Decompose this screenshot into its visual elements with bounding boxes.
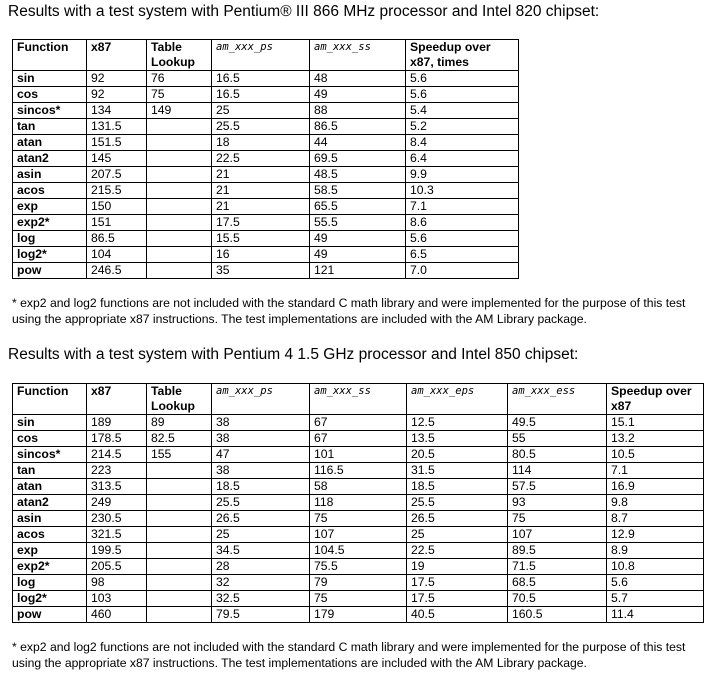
table-cell — [147, 559, 212, 575]
table-cell: 98 — [87, 575, 147, 591]
table-cell: 5.6 — [406, 231, 519, 247]
column-header: Table Lookup — [147, 40, 212, 71]
section2-heading: Results with a test system with Pentium 4 1.5 GHz processor and Intel 850 chipset: — [8, 346, 579, 363]
table-cell: 9.8 — [607, 495, 704, 511]
function-name-cell: asin — [13, 167, 87, 183]
table-row — [13, 119, 519, 135]
table-cell: 13.2 — [607, 431, 704, 447]
table-cell: 76 — [147, 71, 212, 87]
header-row — [13, 40, 519, 71]
function-name-cell: atan2 — [13, 151, 87, 167]
table-cell: 58 — [310, 479, 407, 495]
table-cell: 160.5 — [508, 607, 607, 623]
table-cell: 16.9 — [607, 479, 704, 495]
table-cell: 118 — [310, 495, 407, 511]
table-cell: 101 — [310, 447, 407, 463]
table-cell: 10.3 — [406, 183, 519, 199]
table-cell — [147, 263, 212, 279]
table-row — [13, 135, 519, 151]
table-cell: 5.7 — [607, 591, 704, 607]
table-cell: 35 — [212, 263, 310, 279]
table-row — [13, 447, 704, 463]
table-cell — [147, 495, 212, 511]
table-cell: 44 — [310, 135, 406, 151]
table-cell: 107 — [310, 527, 407, 543]
table-cell: 151.5 — [87, 135, 147, 151]
function-name-cell: log — [13, 575, 87, 591]
table-cell: 82.5 — [147, 431, 212, 447]
table-cell: 121 — [310, 263, 406, 279]
table-cell: 92 — [87, 87, 147, 103]
table-cell: 134 — [87, 103, 147, 119]
column-header: am_xxx_ps — [212, 40, 310, 71]
section2-footnote: * exp2 and log2 functions are not included with the standard C math library and were implemented for the purpose of this test using the appropriate x87 instructions. The test implementations are included with the AM Library package. — [12, 640, 686, 670]
table-cell: 215.5 — [87, 183, 147, 199]
function-name-cell: atan — [13, 135, 87, 151]
column-header: Table Lookup — [147, 384, 212, 415]
table-cell — [147, 119, 212, 135]
table-row — [13, 591, 704, 607]
table-cell: 86.5 — [310, 119, 406, 135]
table-cell: 6.5 — [406, 247, 519, 263]
table-cell: 49 — [310, 231, 406, 247]
function-name-cell: log — [13, 231, 87, 247]
function-name-cell: exp — [13, 543, 87, 559]
table-cell: 18.5 — [212, 479, 310, 495]
table-cell: 7.1 — [607, 463, 704, 479]
table-cell: 155 — [147, 447, 212, 463]
table-cell: 13.5 — [407, 431, 508, 447]
results-table-pentium4 — [12, 383, 704, 623]
table-cell: 58.5 — [310, 183, 406, 199]
table-cell: 5.6 — [406, 87, 519, 103]
table-row — [13, 167, 519, 183]
table-row — [13, 543, 704, 559]
table-cell: 17.5 — [212, 215, 310, 231]
table-cell: 5.6 — [607, 575, 704, 591]
table-cell: 79 — [310, 575, 407, 591]
column-header: Speedup over x87 — [607, 384, 704, 415]
table-cell: 16.5 — [212, 87, 310, 103]
table-cell: 131.5 — [87, 119, 147, 135]
function-name-cell: log2* — [13, 247, 87, 263]
function-name-cell: sincos* — [13, 447, 87, 463]
table-cell: 32 — [212, 575, 310, 591]
table-cell: 65.5 — [310, 199, 406, 215]
function-name-cell: tan — [13, 119, 87, 135]
table-cell: 86.5 — [87, 231, 147, 247]
table-cell — [147, 167, 212, 183]
table-row — [13, 479, 704, 495]
table-cell: 8.4 — [406, 135, 519, 151]
table-cell: 5.2 — [406, 119, 519, 135]
table-cell: 25.5 — [212, 119, 310, 135]
table-row — [13, 151, 519, 167]
table-cell: 12.5 — [407, 415, 508, 431]
table-cell: 68.5 — [508, 575, 607, 591]
table-cell: 75 — [310, 511, 407, 527]
table-cell: 67 — [310, 415, 407, 431]
table-cell: 321.5 — [87, 527, 147, 543]
table-row — [13, 495, 704, 511]
section1-heading: Results with a test system with Pentium® III 866 MHz processor and Intel 820 chipset: — [8, 3, 600, 20]
table-cell: 214.5 — [87, 447, 147, 463]
column-header: x87 — [87, 384, 147, 415]
table-cell: 49.5 — [508, 415, 607, 431]
function-name-cell: sin — [13, 415, 87, 431]
table-cell: 12.9 — [607, 527, 704, 543]
table-cell — [147, 527, 212, 543]
table-row — [13, 511, 704, 527]
table-cell: 10.5 — [607, 447, 704, 463]
table-row — [13, 231, 519, 247]
table-cell — [147, 543, 212, 559]
column-header: am_xxx_ps — [212, 384, 310, 415]
table-row — [13, 183, 519, 199]
table-cell: 80.5 — [508, 447, 607, 463]
function-name-cell: exp2* — [13, 215, 87, 231]
function-name-cell: acos — [13, 527, 87, 543]
table-row — [13, 463, 704, 479]
table-cell: 93 — [508, 495, 607, 511]
table-cell — [147, 231, 212, 247]
table-row — [13, 263, 519, 279]
table-cell — [147, 575, 212, 591]
table-row — [13, 199, 519, 215]
function-name-cell: sincos* — [13, 103, 87, 119]
table-cell: 16.5 — [212, 71, 310, 87]
table-cell: 19 — [407, 559, 508, 575]
table-cell: 25 — [212, 103, 310, 119]
table-cell: 75 — [310, 591, 407, 607]
table-row — [13, 575, 704, 591]
table-cell — [147, 607, 212, 623]
table-row — [13, 415, 704, 431]
column-header: x87 — [87, 40, 147, 71]
table-cell — [147, 151, 212, 167]
table-cell: 67 — [310, 431, 407, 447]
table-cell: 179 — [310, 607, 407, 623]
table-cell: 75 — [508, 511, 607, 527]
table-cell: 107 — [508, 527, 607, 543]
table-cell — [147, 215, 212, 231]
table-cell: 89 — [147, 415, 212, 431]
table-cell: 7.0 — [406, 263, 519, 279]
table-cell: 55 — [508, 431, 607, 447]
table-cell: 38 — [212, 415, 310, 431]
table-cell: 21 — [212, 199, 310, 215]
table-row — [13, 527, 704, 543]
table-cell: 28 — [212, 559, 310, 575]
table-cell: 38 — [212, 463, 310, 479]
table-cell — [147, 591, 212, 607]
table-cell: 313.5 — [87, 479, 147, 495]
table-cell: 16 — [212, 247, 310, 263]
function-name-cell: tan — [13, 463, 87, 479]
table-cell — [147, 511, 212, 527]
table-cell: 25 — [212, 527, 310, 543]
table-cell: 31.5 — [407, 463, 508, 479]
function-name-cell: cos — [13, 431, 87, 447]
table-cell: 11.4 — [607, 607, 704, 623]
table-row — [13, 87, 519, 103]
table-cell: 48 — [310, 71, 406, 87]
table-cell: 25.5 — [212, 495, 310, 511]
function-name-cell: cos — [13, 87, 87, 103]
table-cell: 199.5 — [87, 543, 147, 559]
function-name-cell: asin — [13, 511, 87, 527]
results-table-pentium3 — [12, 39, 519, 279]
table-cell: 57.5 — [508, 479, 607, 495]
table-cell — [147, 463, 212, 479]
table-cell — [147, 479, 212, 495]
table-cell: 71.5 — [508, 559, 607, 575]
table-cell: 48.5 — [310, 167, 406, 183]
table-row — [13, 559, 704, 575]
table-cell: 17.5 — [407, 591, 508, 607]
function-name-cell: acos — [13, 183, 87, 199]
table-cell: 69.5 — [310, 151, 406, 167]
function-name-cell: atan — [13, 479, 87, 495]
table-cell — [147, 247, 212, 263]
table-cell: 92 — [87, 71, 147, 87]
table-cell: 88 — [310, 103, 406, 119]
table-cell: 6.4 — [406, 151, 519, 167]
table-cell: 104.5 — [310, 543, 407, 559]
table-cell: 25.5 — [407, 495, 508, 511]
function-name-cell: pow — [13, 263, 87, 279]
table-cell: 230.5 — [87, 511, 147, 527]
table-cell: 205.5 — [87, 559, 147, 575]
table-cell: 20.5 — [407, 447, 508, 463]
table-cell: 8.9 — [607, 543, 704, 559]
table-cell: 7.1 — [406, 199, 519, 215]
table-row — [13, 431, 704, 447]
table-cell: 47 — [212, 447, 310, 463]
table-cell: 18 — [212, 135, 310, 151]
column-header: Speedup over x87, times — [406, 40, 519, 71]
table-cell: 189 — [87, 415, 147, 431]
table-cell: 15.5 — [212, 231, 310, 247]
table-cell: 103 — [87, 591, 147, 607]
table-row — [13, 247, 519, 263]
table-cell: 49 — [310, 87, 406, 103]
table-cell: 22.5 — [407, 543, 508, 559]
table-cell: 249 — [87, 495, 147, 511]
table-row — [13, 103, 519, 119]
table-cell: 246.5 — [87, 263, 147, 279]
column-header: am_xxx_ss — [310, 384, 407, 415]
table-row — [13, 71, 519, 87]
table-cell: 178.5 — [87, 431, 147, 447]
function-name-cell: log2* — [13, 591, 87, 607]
table-cell: 40.5 — [407, 607, 508, 623]
table-cell: 89.5 — [508, 543, 607, 559]
table-cell: 21 — [212, 167, 310, 183]
table-cell: 49 — [310, 247, 406, 263]
table-cell — [147, 199, 212, 215]
function-name-cell: pow — [13, 607, 87, 623]
table-cell: 75.5 — [310, 559, 407, 575]
table-cell: 55.5 — [310, 215, 406, 231]
table-cell: 207.5 — [87, 167, 147, 183]
table-cell: 17.5 — [407, 575, 508, 591]
table-cell — [147, 183, 212, 199]
table-cell: 150 — [87, 199, 147, 215]
table-cell — [147, 135, 212, 151]
table-cell: 70.5 — [508, 591, 607, 607]
header-row — [13, 384, 704, 415]
table-cell: 15.1 — [607, 415, 704, 431]
table-cell: 149 — [147, 103, 212, 119]
table-cell: 460 — [87, 607, 147, 623]
table-row — [13, 607, 704, 623]
table-cell: 21 — [212, 183, 310, 199]
table-cell: 116.5 — [310, 463, 407, 479]
table-row — [13, 215, 519, 231]
table-cell: 26.5 — [212, 511, 310, 527]
table-cell: 5.6 — [406, 71, 519, 87]
table-cell: 32.5 — [212, 591, 310, 607]
table-cell: 223 — [87, 463, 147, 479]
column-header: am_xxx_ess — [508, 384, 607, 415]
table-cell: 26.5 — [407, 511, 508, 527]
function-name-cell: exp — [13, 199, 87, 215]
table-cell: 9.9 — [406, 167, 519, 183]
column-header: Function — [13, 384, 87, 415]
column-header: Function — [13, 40, 87, 71]
table-cell: 34.5 — [212, 543, 310, 559]
table-cell: 151 — [87, 215, 147, 231]
column-header: am_xxx_ss — [310, 40, 406, 71]
table-cell: 18.5 — [407, 479, 508, 495]
function-name-cell: sin — [13, 71, 87, 87]
table-cell: 5.4 — [406, 103, 519, 119]
table-cell: 25 — [407, 527, 508, 543]
table-cell: 114 — [508, 463, 607, 479]
table-cell: 38 — [212, 431, 310, 447]
function-name-cell: atan2 — [13, 495, 87, 511]
table-cell: 8.7 — [607, 511, 704, 527]
table-cell: 22.5 — [212, 151, 310, 167]
table-cell: 10.8 — [607, 559, 704, 575]
table-cell: 79.5 — [212, 607, 310, 623]
column-header: am_xxx_eps — [407, 384, 508, 415]
table-cell: 75 — [147, 87, 212, 103]
function-name-cell: exp2* — [13, 559, 87, 575]
section1-footnote: * exp2 and log2 functions are not included with the standard C math library and were implemented for the purpose of this test using the appropriate x87 instructions. The test implementations are included with the AM Library package. — [12, 296, 686, 326]
table-cell: 145 — [87, 151, 147, 167]
table-cell: 8.6 — [406, 215, 519, 231]
table-cell: 104 — [87, 247, 147, 263]
